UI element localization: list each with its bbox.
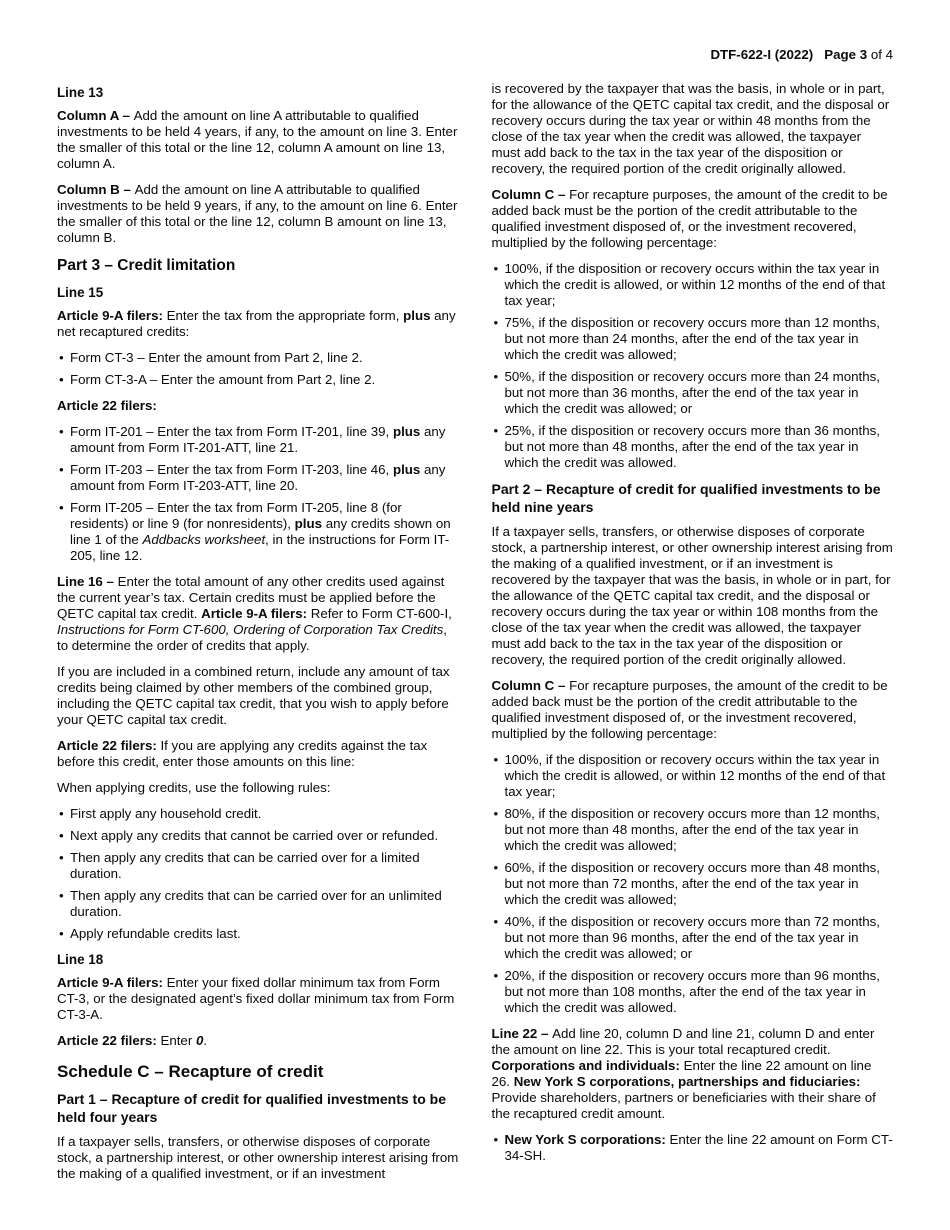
bullet-item-pct-100: • 100%, if the disposition or recovery occurs within the tax year in which the credit is allowed, or within 12 months of the end of that tax year; xyxy=(492,261,894,309)
bullet-item-rule-unlimited: • Then apply any credits that can be carried over for an unlimited duration. xyxy=(57,888,459,920)
paragraph-article-22-credits: Article 22 filers: If you are applying any credits against the tax before this credit, enter those amounts on this line: xyxy=(57,738,428,769)
bullet-item-form-ct3: • Form CT-3 – Enter the amount from Part 2, line 2. xyxy=(57,350,459,366)
bullet-item-pct-100-nine: • 100%, if the disposition or recovery occurs within the tax year in which the credit is allowed, or within 12 months of the end of that tax year; xyxy=(492,752,894,800)
recapture-percentages-four-year-list xyxy=(492,261,894,471)
paragraph-article-22-filers: Article 22 filers: xyxy=(57,398,157,413)
bullet-item-pct-20: • 20%, if the disposition or recovery occurs more than 96 months, but not more than 108 months, after the end of the tax year in which the credit was allowed. xyxy=(492,968,894,1016)
heading-line-13: Line 13 xyxy=(57,85,104,100)
bullet-item-form-it201: • Form IT-201 – Enter the tax from Form IT-201, line 39, plus any amount from Form IT-201-ATT, line 21. xyxy=(57,424,459,456)
recapture-percentages-nine-year-list xyxy=(492,752,894,1016)
paragraph-line-16: Line 16 – Enter the total amount of any other credits used against the current year’s tax. Certain credits must be applied before the QETC capital tax credit. Article 9-A filers: Refer to Form CT-600-I, Instructions for Form CT-600, Ordering of Corporation Tax Credits, to determine the order of credits that apply. xyxy=(57,574,452,653)
paragraph-column-c-four-year: Column C – For recapture purposes, the amount of the credit to be added back must be the portion of the credit attributable to the qualified investment disposed of, or the investment recovered, multiplied by the following percentage: xyxy=(491,187,888,250)
paragraph-part-1-continued: is recovered by the taxpayer that was the basis, in whole or in part, for the allowance of the QETC capital tax credit, and the disposal or recovery occurs during the tax year or within 48 months from the close of the tax year when the credit was allowed, the taxpayer must add back to the tax in the tax year of the disposition or recovery, the required portion of the credit originally allowed. xyxy=(491,81,890,176)
heading-part-2: Part 2 – Recapture of credit for qualified investments to be held nine years xyxy=(491,481,881,515)
bullet-item-pct-40: • 40%, if the disposition or recovery occurs more than 72 months, but not more than 96 months, after the end of the tax year in which the credit was allowed; or xyxy=(492,914,894,962)
line-22-list xyxy=(492,1132,894,1164)
paragraph-article-9a-filers: Article 9-A filers: Enter the tax from the appropriate form, plus any net recaptured credits: xyxy=(57,308,456,339)
page-header: DTF-622-I (2022) Page 3 of 4 xyxy=(710,47,893,62)
bullet-item-pct-25: • 25%, if the disposition or recovery occurs more than 36 months, but not more than 48 months, after the end of the tax year in which the credit was allowed. xyxy=(492,423,894,471)
paragraph-part-1-intro: If a taxpayer sells, transfers, or otherwise disposes of corporate stock, a partnership interest, or other ownership interest arising from the making of a qualified investment, or if an investment xyxy=(57,1134,459,1181)
bullet-item-rule-no-carryover: • Next apply any credits that cannot be carried over or refunded. xyxy=(57,828,459,844)
two-column-layout xyxy=(57,81,893,1192)
bullet-item-form-ct3a: • Form CT-3-A – Enter the amount from Part 2, line 2. xyxy=(57,372,459,388)
left-column xyxy=(57,81,459,1192)
paragraph-line-22: Line 22 – Add line 20, column D and line 21, column D and enter the amount on line 22. This is your total recaptured credit. Corporations and individuals: Enter the line 22 amount on line 26. New York S corporations, partnerships and fiduciaries: Provide shareholders, partners or beneficiaries with their share of the recaptured credit amount. xyxy=(491,1026,876,1121)
heading-schedule-c: Schedule C – Recapture of credit xyxy=(57,1062,324,1081)
heading-part-3: Part 3 – Credit limitation xyxy=(57,257,236,274)
bullet-item-rule-household: • First apply any household credit. xyxy=(57,806,459,822)
paragraph-column-b: Column B – Add the amount on line A attributable to qualified investments to be held 9 years, if any, to the amount on line 6. Enter the smaller of this total or the line 12, column B amount on line 13, column B. xyxy=(57,182,458,245)
paragraph-part-2-intro: If a taxpayer sells, transfers, or otherwise disposes of corporate stock, a partnership interest, or other ownership interest arising from the making of a qualified investment, or if an investment is recovered by the taxpayer that was the basis, in whole or in part, for the allowance of the QETC capital tax credit, and the disposal or recovery occurs during the tax year or within 108 months from the close of the tax year when the credit was allowed, the taxpayer must add back to the tax in the tax year of the disposition or recovery, the required portion of the credit originally allowed. xyxy=(491,524,893,667)
bullet-item-pct-60: • 60%, if the disposition or recovery occurs more than 48 months, but not more than 72 months, after the end of the tax year in which the credit was allowed; xyxy=(492,860,894,908)
paragraph-line-18-9a: Article 9-A filers: Enter your fixed dollar minimum tax from Form CT-3, or the designated agent’s fixed dollar minimum tax from Form CT-3-A. xyxy=(57,975,455,1022)
heading-line-15: Line 15 xyxy=(57,285,104,300)
bullet-item-pct-50: • 50%, if the disposition or recovery occurs more than 24 months, but not more than 36 months, after the end of the tax year in which the credit was allowed; or xyxy=(492,369,894,417)
bullet-item-rule-refundable: • Apply refundable credits last. xyxy=(57,926,459,942)
article-9a-forms-list xyxy=(57,350,459,388)
right-column xyxy=(492,81,894,1192)
bullet-item-form-it205: • Form IT-205 – Enter the tax from Form IT-205, line 8 (for residents) or line 9 (for nonresidents), plus any credits shown on line 1 of the Addbacks worksheet, in the instructions for Form IT-205, line 12. xyxy=(57,500,459,564)
article-22-forms-list xyxy=(57,424,459,564)
bullet-item-ny-s-corporations: • New York S corporations: Enter the line 22 amount on Form CT-34-SH. xyxy=(492,1132,894,1164)
paragraph-rules-intro: When applying credits, use the following rules: xyxy=(57,780,331,795)
bullet-item-pct-75: • 75%, if the disposition or recovery occurs more than 12 months, but not more than 24 months, after the end of the tax year in which the credit was allowed; xyxy=(492,315,894,363)
credit-rules-list xyxy=(57,806,459,942)
bullet-item-form-it203: • Form IT-203 – Enter the tax from Form IT-203, line 46, plus any amount from Form IT-203-ATT, line 20. xyxy=(57,462,459,494)
bullet-item-rule-limited: • Then apply any credits that can be carried over for a limited duration. xyxy=(57,850,459,882)
heading-part-1: Part 1 – Recapture of credit for qualified investments to be held four years xyxy=(57,1091,446,1125)
paragraph-line-18-22: Article 22 filers: Enter 0. xyxy=(57,1033,208,1048)
heading-line-18: Line 18 xyxy=(57,952,104,967)
paragraph-combined-return: If you are included in a combined return, include any amount of tax credits being claimed by other members of the combined group, including the QETC capital tax credit, that you wish to apply before your QETC capital tax credit. xyxy=(57,664,450,727)
bullet-item-pct-80: • 80%, if the disposition or recovery occurs more than 12 months, but not more than 48 months, after the end of the tax year in which the credit was allowed; xyxy=(492,806,894,854)
paragraph-column-a: Column A – Add the amount on line A attributable to qualified investments to be held 4 years, if any, to the amount on line 3. Enter the smaller of this total or the line 12, column A amount on line 13, column A. xyxy=(57,108,458,171)
paragraph-column-c-nine-year: Column C – For recapture purposes, the amount of the credit to be added back must be the portion of the credit attributable to the qualified investment disposed of, or the investment recovered, multiplied by the following percentage: xyxy=(491,678,888,741)
